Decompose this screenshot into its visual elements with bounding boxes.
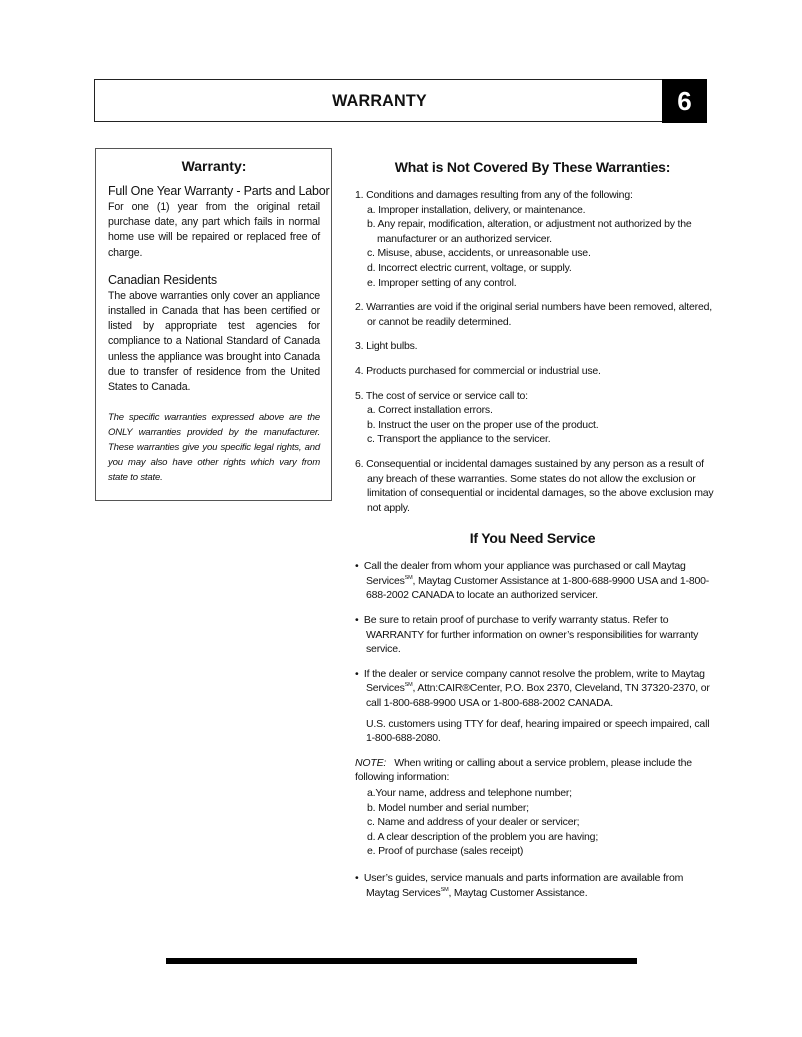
not-covered-subitem: b. Instruct the user on the proper use of the product. bbox=[367, 418, 599, 431]
not-covered-item-1 bbox=[355, 188, 715, 290]
bullet-icon: • bbox=[355, 560, 359, 573]
not-covered-subitem: a. Improper installation, delivery, or maintenance. bbox=[367, 203, 586, 216]
full-warranty-text: For one (1) year from the original retail purchase date, any part which fails in normal home use will be repaired or replaced free of charge. bbox=[108, 201, 320, 259]
not-covered-item-text: 4. Products purchased for commercial or industrial use. bbox=[355, 364, 601, 377]
note-list-item: c. Name and address of your dealer or servicer; bbox=[367, 816, 580, 829]
not-covered-item-text: 1. Conditions and damages resulting from any of the following: bbox=[355, 189, 633, 201]
service-title: If You Need Service bbox=[469, 530, 596, 547]
bullet-icon: • bbox=[355, 871, 359, 884]
not-covered-item-4 bbox=[355, 364, 715, 379]
right-column bbox=[355, 158, 715, 910]
bullet-icon: • bbox=[355, 667, 359, 680]
page-title: WARRANTY bbox=[332, 91, 427, 110]
service-bullet-write-to: • If the dealer or service company cannot resolve the problem, write to Maytag Services℠, Attn:CAIR®Center, P.O. Box 2370, Cleveland, TN 37320-2370, or call 1-800-688-9900 USA or 1-800-688-2002 CANADA. bbox=[355, 667, 710, 710]
full-warranty-subtitle: Full One Year Warranty - Parts and Labor bbox=[108, 184, 330, 198]
not-covered-item-3 bbox=[355, 339, 715, 354]
note-list-item: d. A clear description of the problem you are having; bbox=[367, 830, 599, 843]
warranty-box-title: Warranty: bbox=[181, 158, 247, 174]
not-covered-item-2 bbox=[355, 300, 715, 329]
not-covered-title: What is Not Covered By These Warranties: bbox=[394, 159, 671, 175]
not-covered-item-6 bbox=[355, 457, 715, 515]
bullet-icon: • bbox=[355, 614, 359, 627]
service-bullet-guides: • User’s guides, service manuals and parts information are available from Maytag Services℠, Maytag Customer Assistance. bbox=[355, 871, 684, 899]
not-covered-item-text: 5. The cost of service or service call to: bbox=[355, 389, 528, 402]
note-list-item: a.Your name, address and telephone number; bbox=[367, 787, 572, 799]
not-covered-item-text: 6. Consequential or incidental damages sustained by any person as a result of any breach of these warranties. Some states do not allow the exclusion or limitation of consequential or incidental damages, so the above exclusion may not apply. bbox=[355, 457, 714, 514]
canadian-residents-text: The above warranties only cover an appliance installed in Canada that has been certified or listed by appropriate test agencies for compliance to a National Standard of Canada unless the appliance was brought into Canada due to transfer of residence from the United States to Canada. bbox=[108, 289, 320, 394]
warranty-box bbox=[95, 148, 332, 501]
note-list-item: e. Proof of purchase (sales receipt) bbox=[367, 845, 524, 858]
chapter-number-badge: 6 bbox=[662, 79, 707, 123]
not-covered-subitem: b. Any repair, modification, alteration, or adjustment not authorized by the manufacturer or an authorized servicer. bbox=[367, 218, 692, 245]
service-mark-icon: SM bbox=[404, 574, 413, 581]
service-note: NOTE: When writing or calling about a service problem, please include the following information: bbox=[355, 756, 692, 784]
service-bullet-proof-of-purchase: • Be sure to retain proof of purchase to verify warranty status. Refer to WARRANTY for further information on owner’s responsibilities for warranty service. bbox=[355, 614, 699, 656]
note-list-item: b. Model number and serial number; bbox=[367, 801, 529, 814]
service-mark-icon: SM bbox=[440, 886, 449, 893]
not-covered-item-text: 3. Light bulbs. bbox=[355, 340, 418, 353]
footer-rule bbox=[166, 958, 637, 964]
not-covered-item-text: 2. Warranties are void if the original serial numbers have been removed, altered, or cannot be readily determined. bbox=[355, 301, 712, 328]
not-covered-subitem: c. Transport the appliance to the servicer. bbox=[367, 433, 551, 446]
canadian-residents-subtitle: Canadian Residents bbox=[108, 272, 217, 287]
service-mark-icon: SM bbox=[404, 682, 413, 689]
not-covered-subitem: a. Correct installation errors. bbox=[367, 404, 493, 417]
service-bullet-call-dealer: • Call the dealer from whom your appliance was purchased or call Maytag Services℠, Maytag Customer Assistance at 1-800-688-9900 USA and 1-800-688-2002 CANADA to locate an authorized servicer. bbox=[355, 560, 710, 602]
not-covered-subitem: e. Improper setting of any control. bbox=[367, 276, 517, 289]
note-label: NOTE: bbox=[355, 756, 387, 769]
not-covered-subitem: d. Incorrect electric current, voltage, or supply. bbox=[367, 261, 572, 274]
not-covered-item-5 bbox=[355, 389, 715, 447]
page-header bbox=[94, 79, 707, 122]
warranty-disclaimer: The specific warranties expressed above are the ONLY warranties provided by the manufacturer. These warranties give you specific legal rights, and you may also have other rights which vary from state to state. bbox=[108, 412, 320, 484]
not-covered-subitem: c. Misuse, abuse, accidents, or unreasonable use. bbox=[367, 247, 591, 260]
tty-info: U.S. customers using TTY for deaf, hearing impaired or speech impaired, call 1-800-688-2080. bbox=[366, 717, 710, 745]
note-list bbox=[355, 786, 715, 859]
